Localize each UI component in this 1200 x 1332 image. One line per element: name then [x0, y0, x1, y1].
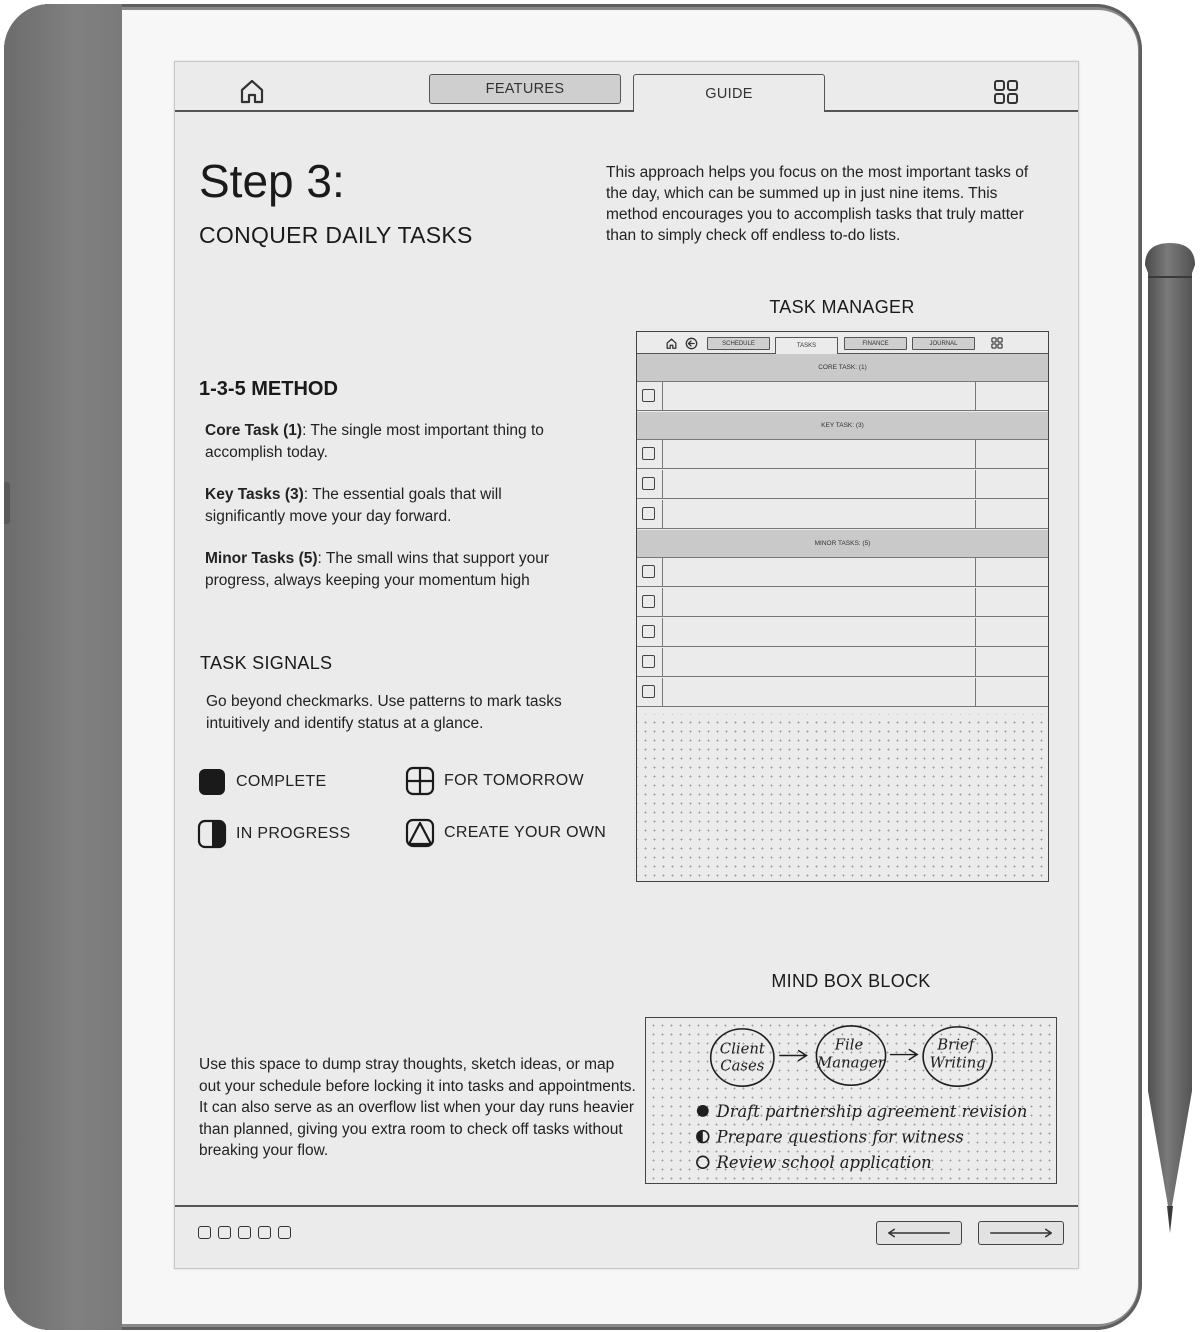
triangle-square-icon — [405, 818, 435, 848]
arrow-left-icon — [877, 1222, 961, 1244]
tab-features[interactable]: FEATURES — [429, 74, 621, 104]
method-item-key — [205, 484, 575, 527]
signals-heading: TASK SIGNALS — [200, 653, 333, 673]
page-subtitle: CONQUER DAILY TASKS — [199, 222, 473, 248]
signal-in-progress — [197, 819, 350, 849]
home-icon[interactable] — [237, 76, 267, 106]
mind-box-description-p2: It can also serve as an overflow list when your day runs heavier than planned, giving you extra room to check off tasks without breaking your flow. — [199, 1099, 635, 1159]
checkbox — [642, 477, 655, 490]
method-term: Core Task (1) — [205, 422, 303, 439]
preview-tab-finance: FINANCE — [844, 337, 907, 350]
table-row — [637, 470, 1048, 499]
signal-for-tomorrow — [405, 766, 584, 796]
checkbox — [642, 655, 655, 668]
open-marker-icon — [697, 1156, 709, 1168]
checkbox — [642, 565, 655, 578]
preview-section-minor: MINOR TASKS: (5) — [637, 530, 1048, 558]
mind-box-preview — [645, 1017, 1057, 1184]
filled-square-icon — [197, 767, 227, 797]
grid-menu-icon — [991, 337, 1003, 349]
table-row — [637, 678, 1048, 707]
signal-label: CREATE YOUR OWN — [444, 824, 607, 841]
mind-node-label: Brief — [937, 1036, 975, 1054]
mind-node-label: File — [834, 1036, 864, 1054]
checkbox — [642, 507, 655, 520]
mind-box-description-p1: Use this space to dump stray thoughts, sketch ideas, or map out your schedule before locking it into tasks and appointments. — [199, 1056, 636, 1095]
checkbox — [642, 389, 655, 402]
checkbox — [642, 685, 655, 698]
mind-list-item: Prepare questions for witness — [716, 1127, 964, 1147]
arrow-right-icon — [979, 1222, 1063, 1244]
method-desc: : The single most important thing to accomplish today. — [205, 422, 544, 461]
signal-create-your-own — [405, 818, 606, 848]
ereader-screen — [174, 61, 1079, 1269]
method-desc: : The small wins that support your progress, always keeping your momentum high — [205, 550, 550, 589]
mind-map-sketch — [646, 1018, 1056, 1183]
table-row — [637, 648, 1048, 677]
power-button — [4, 482, 10, 524]
preview-section-core: CORE TASK: (1) — [637, 354, 1048, 382]
device-spine — [4, 4, 122, 1330]
page-indicator — [198, 1226, 291, 1239]
intro-text: This approach helps you focus on the most important tasks of the day, which can be summed up in just nine items. This method encourages you to accomplish tasks that truly matter than to simply check off endless to-do lists. — [606, 164, 1029, 244]
signals-description: Go beyond checkmarks. Use patterns to mark tasks intuitively and identify status at a glance. — [206, 693, 562, 732]
topbar-divider — [175, 110, 1078, 112]
method-term: Key Tasks (3) — [205, 486, 304, 503]
table-row — [637, 382, 1048, 411]
table-row — [637, 440, 1048, 469]
mind-node-label: Manager — [817, 1054, 885, 1072]
method-heading: 1-3-5 METHOD — [199, 378, 338, 400]
page-dot[interactable] — [218, 1226, 231, 1239]
method-term: Minor Tasks (5) — [205, 550, 318, 567]
signal-complete — [197, 767, 326, 797]
method-item-minor — [205, 548, 575, 591]
previous-page-button[interactable] — [876, 1221, 962, 1245]
mind-list-item: Review school application — [716, 1153, 932, 1173]
tab-guide[interactable]: GUIDE — [633, 74, 825, 112]
page-dot[interactable] — [278, 1226, 291, 1239]
page-dot[interactable] — [238, 1226, 251, 1239]
quartered-square-icon — [405, 766, 435, 796]
signal-label: FOR TOMORROW — [444, 772, 584, 789]
mind-node-label: Client — [719, 1040, 765, 1058]
signal-label: COMPLETE — [236, 773, 327, 790]
next-page-button[interactable] — [978, 1221, 1064, 1245]
checkbox — [642, 595, 655, 608]
table-row — [637, 618, 1048, 647]
page-dot[interactable] — [258, 1226, 271, 1239]
top-navigation — [175, 62, 1078, 112]
task-manager-heading: TASK MANAGER — [769, 297, 915, 317]
dot-grid-notes-area — [637, 714, 1048, 882]
page-dot[interactable] — [198, 1226, 211, 1239]
footer-divider — [175, 1205, 1078, 1207]
stylus-pen — [1140, 241, 1200, 1241]
preview-section-key: KEY TASK: (3) — [637, 412, 1048, 440]
page-title: Step 3: — [199, 155, 345, 207]
preview-navigation — [637, 332, 1048, 354]
mind-box-description — [199, 1054, 639, 1162]
preview-tab-journal: JOURNAL — [912, 337, 975, 350]
mind-node-label: Cases — [720, 1057, 765, 1075]
table-row — [637, 558, 1048, 587]
task-manager-preview — [636, 331, 1049, 882]
mind-node-label: Writing — [929, 1054, 986, 1072]
checkbox — [642, 447, 655, 460]
table-row — [637, 588, 1048, 617]
checkbox — [642, 625, 655, 638]
half-filled-square-icon — [197, 819, 227, 849]
table-row — [637, 500, 1048, 529]
mind-list-item: Draft partnership agreement revision — [716, 1101, 1028, 1121]
preview-tab-schedule: SCHEDULE — [707, 337, 770, 350]
method-item-core — [205, 420, 575, 463]
complete-marker-icon — [697, 1105, 709, 1117]
mind-box-heading: MIND BOX BLOCK — [771, 971, 931, 991]
grid-menu-icon[interactable] — [993, 79, 1019, 105]
method-desc: : The essential goals that will significantly move your day forward. — [205, 486, 502, 525]
home-icon — [665, 337, 678, 350]
preview-tab-tasks: TASKS — [775, 337, 838, 354]
signal-label: IN PROGRESS — [236, 825, 351, 842]
back-arrow-icon — [685, 337, 698, 350]
